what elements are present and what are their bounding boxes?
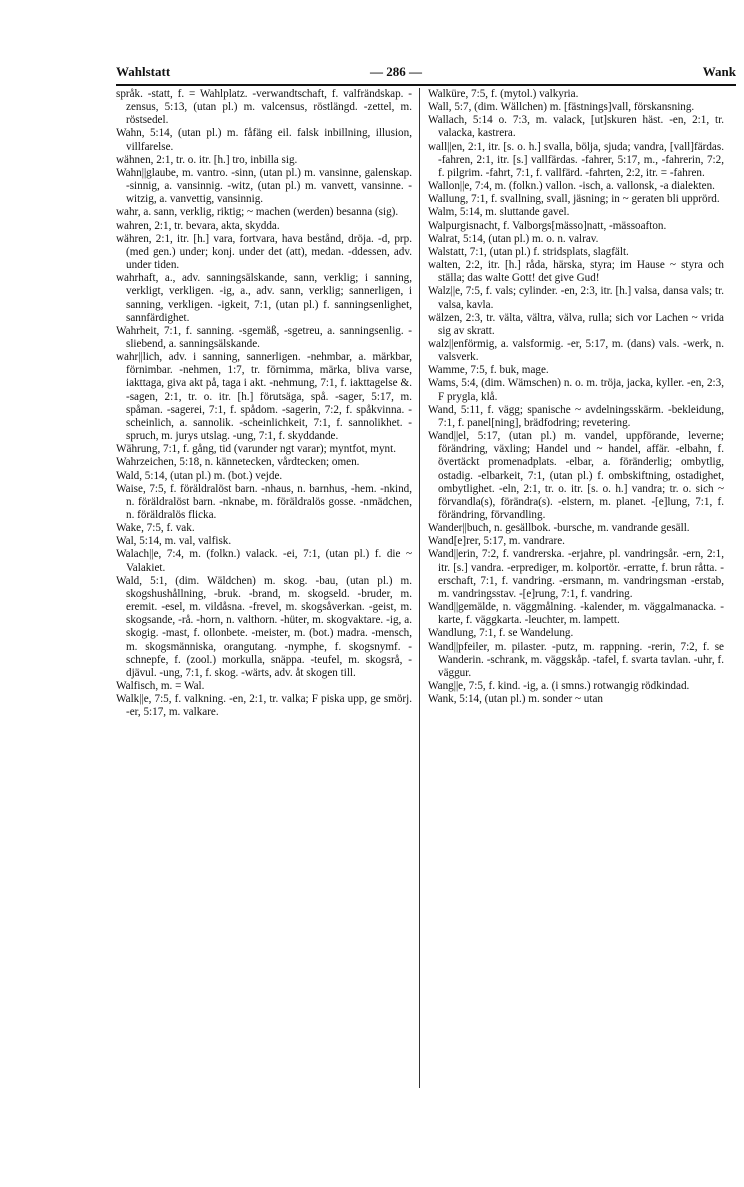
dictionary-entry: Wallung, 7:1, f. svallning, svall, jäsning; in ~ geraten bli upprörd. bbox=[428, 193, 720, 206]
dictionary-entry: wall||en, 2:1, itr. [s. o. h.] svalla, bölja, sjuda; vandra, [vall]färdas. -fahren, 2:1, itr. [s.] vallfärdas. -fahrer, 5:17, m., -fahrerin, 7:2, f. pilgrim. -fahrt, 7:1, f. vallfärd. -fahrten, 2:2, itr. = -fahren. bbox=[428, 140, 724, 179]
dictionary-entry: Wald, 5:1, (dim. Wäldchen) m. skog. -bau, (utan pl.) m. skogshushållning, -bruk. -brand, m. skogseld. -bruder, m. eremit. -esel, m. vildåsna. -frevel, m. skogsåverkan. -geist, m. skogsande, -rå. -horn, n. valthorn. -hüter, m. skogvaktare. -ig, a. skogig. -mast, f. ollonbete. -meister, m. (bot.) madra. -mensch, m. skogsmänniska, orangutang. -nymphe, f. skogsnymf. -schnepfe, f. (zool.) morkulla, snäppa. -teufel, m. skogsrå, -djävul. -ung, 7:1, f. skog. -wärts, adv. åt skogen till. bbox=[116, 574, 412, 679]
dictionary-entry: Wand, 5:11, f. vägg; spanische ~ avdelningsskärm. -bekleidung, 7:1, f. panel[ning], brädfodring; revetering. bbox=[428, 403, 724, 429]
dictionary-entry: språk. -statt, f. = Wahlplatz. -verwandtschaft, f. valfrändskap. -zensus, 5:13, (utan pl.) m. valcensus, röstlängd. -zettel, m. röstsedel. bbox=[116, 88, 412, 127]
dictionary-entry: Wand||erin, 7:2, f. vandrerska. -erjahre, pl. vandringsår. -ern, 2:1, itr. [s.] vandra. -erprediger, m. kolportör. -erratte, f. brun råtta. -erschaft, 7:1, f. vandring. -ersmann, m. vandringsman -erstab, m. vandringsstav. -[e]rung, 7:1, f. vandring. bbox=[428, 548, 724, 600]
dictionary-entry: walz||enförmig, a. valsformig. -er, 5:17, m. (dans) vals. -werk, n. valsverk. bbox=[428, 337, 724, 364]
dictionary-entry: Walz||e, 7:5, f. vals; cylinder. -en, 2:3, itr. [h.] valsa, dansa vals; tr. valsa, kavla. bbox=[428, 285, 724, 311]
dictionary-entry: Waise, 7:5, f. föräldralöst barn. -nhaus, n. barnhus, -hem. -nkind, n. föräldralöst barn. -nknabe, m. föräldralös gosse. -nmädchen, n. föräldralös flicka. bbox=[116, 482, 412, 521]
header-page-number: — 286 — bbox=[370, 64, 422, 79]
dictionary-entry: Wandlung, 7:1, f. se Wandelung. bbox=[428, 627, 574, 640]
dictionary-entry: Wahrheit, 7:1, f. sanning. -sgemäß, -sgetreu, a. sanningsenlig. -sliebend, a. sanningsälskande. bbox=[116, 324, 412, 350]
dictionary-entry: Walküre, 7:5, f. (mytol.) valkyria. bbox=[428, 88, 579, 100]
dictionary-entry: Wahn||glaube, m. vantro. -sinn, (utan pl.) m. vansinne, galenskap. -sinnig, a. vansinnig. -witz, (utan pl.) m. vanvett, vansinne. -witzig, a. vanvettig, vansinnig. bbox=[116, 166, 412, 206]
dictionary-entry: Wallach, 5:14 o. 7:3, m. valack, [ut]skuren häst. -en, 2:1, tr. valacka, kastrera. bbox=[428, 114, 724, 140]
dictionary-entry: Walfisch, m. = Wal. bbox=[116, 680, 205, 693]
header-left-guideword: Wahlstatt bbox=[116, 64, 171, 79]
dictionary-entry: Wal, 5:14, m. val, valfisk. bbox=[116, 535, 232, 548]
dictionary-entry: wahrhaft, a., adv. sanningsälskande, sann, verklig; i sanning, verkligt, verkligen. -ig, a., adv. sann, verklig; sannerligen, i sanning, verkligen. -igkeit, 7:1, (utan pl.) f. sanningsenlighet, sannfärdighet. bbox=[116, 272, 412, 324]
dictionary-entry: Wallon||e, 7:4, m. (folkn.) vallon. -isch, a. vallonsk, -a dialekten. bbox=[428, 180, 715, 193]
dictionary-entry: Walstatt, 7:1, (utan pl.) f. stridsplats, slagfält. bbox=[428, 245, 629, 258]
dictionary-entry: wähnen, 2:1, tr. o. itr. [h.] tro, inbilla sig. bbox=[116, 153, 298, 166]
dictionary-entry: Wahn, 5:14, (utan pl.) m. fåfäng eil. falsk inbillning, illusion, villfarelse. bbox=[116, 127, 412, 153]
dictionary-entry: Wahrzeichen, 5:18, n. kännetecken, vårdtecken; omen. bbox=[116, 456, 360, 469]
dictionary-entry: Währung, 7:1, f. gång, tid (varunder ngt varar); myntfot, mynt. bbox=[116, 443, 396, 456]
page-header bbox=[116, 62, 736, 84]
dictionary-entry: wälzen, 2:3, tr. välta, vältra, välva, rulla; sich vor Lachen ~ vrida sig av skratt. bbox=[428, 311, 724, 337]
dictionary-entry: Walpurgisnacht, f. Valborgs[mässo]natt, -mässoafton. bbox=[428, 219, 667, 232]
dictionary-entry: Wand||pfeiler, m. pilaster. -putz, m. rappning. -rerin, 7:2, f. se Wanderin. -schrank, m. väggskåp. -tafel, f. svarta tavlan. -uhr, f. väggur. bbox=[428, 640, 724, 679]
dictionary-entry: Walach||e, 7:4, m. (folkn.) valack. -ei, 7:1, (utan pl.) f. die ~ Valakiet. bbox=[116, 548, 412, 574]
dictionary-entry: Wank, 5:14, (utan pl.) m. sonder ~ utan bbox=[428, 693, 603, 706]
dictionary-entry: wahr, a. sann, verklig, riktig; ~ machen (werden) besanna (sig). bbox=[116, 206, 399, 219]
dictionary-entry: Wall, 5:7, (dim. Wällchen) m. [fästnings]vall, förskansning. bbox=[428, 101, 695, 114]
dictionary-entry: wahren, 2:1, tr. bevara, akta, skydda. bbox=[116, 219, 280, 232]
dictionary-entry: Wand[e]rer, 5:17, m. vandrare. bbox=[428, 535, 565, 548]
dictionary-entry: Wander||buch, n. gesällbok. -bursche, m. vandrande gesäll. bbox=[428, 522, 690, 535]
dictionary-entry: Walrat, 5:14, (utan pl.) m. o. n. valrav. bbox=[428, 232, 599, 245]
dictionary-entry: Wams, 5:4, (dim. Wämschen) n. o. m. tröja, jacka, kyller. -en, 2:3, F prygla, klå. bbox=[428, 377, 724, 403]
dictionary-entry: walten, 2:2, itr. [h.] råda, härska, styra; im Hause ~ styra och ställa; das walte Gott! det give Gud! bbox=[428, 259, 724, 285]
column-separator bbox=[419, 88, 420, 1088]
right-column bbox=[428, 88, 724, 706]
dictionary-entry: Wang||e, 7:5, f. kind. -ig, a. (i smns.) rotwangig rödkindad. bbox=[428, 680, 690, 693]
dictionary-entry: Wand||gemälde, n. väggmålning. -kalender, m. väggalmanacka. -karte, f. väggkarta. -leuchter, m. lampett. bbox=[428, 601, 724, 627]
dictionary-entry: währen, 2:1, itr. [h.] vara, fortvara, hava bestånd, dröja. -d, prp. (med gen.) under; konj. under det (att), medan. -ddessen, adv. under tiden. bbox=[116, 232, 412, 272]
dictionary-entry: Wake, 7:5, f. vak. bbox=[116, 522, 195, 535]
header-right-guideword: Wank bbox=[702, 64, 736, 79]
header-rule bbox=[116, 84, 736, 86]
dictionary-entry: Wand||el, 5:17, (utan pl.) m. vandel, uppförande, leverne; förändring, växling; Handel und ~ handel, affär. -elbahn, f. övertäckt promenadplats. -elbar, a. föränderlig; ombytlig, ostadig. -elbarkeit, 7:1, (utan pl.) f. ombskiftning, ostadighet, ombytlighet. -eln, 2:1, tr. o. itr. [s. o. h.] vandra; tr. o. sich ~ förvandla(s), förändra(s). -elstern, m. planet. -[e]lung, 7:1, f. förändring, förvandling. bbox=[428, 430, 724, 521]
dictionary-entry: Walm, 5:14, m. sluttande gavel. bbox=[428, 206, 570, 219]
dictionary-entry: Walk||e, 7:5, f. valkning. -en, 2:1, tr. valka; F piska upp, ge smörj. -er, 5:17, m. valkare. bbox=[116, 693, 412, 719]
dictionary-entry: wahr||lich, adv. i sanning, sannerligen. -nehmbar, a. märkbar, förnimbar. -nehmen, 1:7, tr. förnimma, märka, bliva varse, iakttaga, giva akt på, taga i akt. -nehmung, 7:1, f. iakttagelse &. -sagen, 2:1, tr. o. itr. [h.] förutsäga, spå. -sager, 5:17, m. spåman. -sagerei, 7:1, f. spådom. -sagerin, 7:2, f. spåkvinna. -scheinlich, a. sannolik. -scheinlichkeit, 7:1, f. sannolikhet. -spruch, m. jurys utslag. -ung, 7:1, f. skyddande. bbox=[116, 351, 412, 443]
left-column bbox=[116, 88, 412, 720]
dictionary-entry: Wamme, 7:5, f. buk, mage. bbox=[428, 364, 549, 377]
dictionary-entry: Wald, 5:14, (utan pl.) m. (bot.) vejde. bbox=[116, 469, 283, 482]
